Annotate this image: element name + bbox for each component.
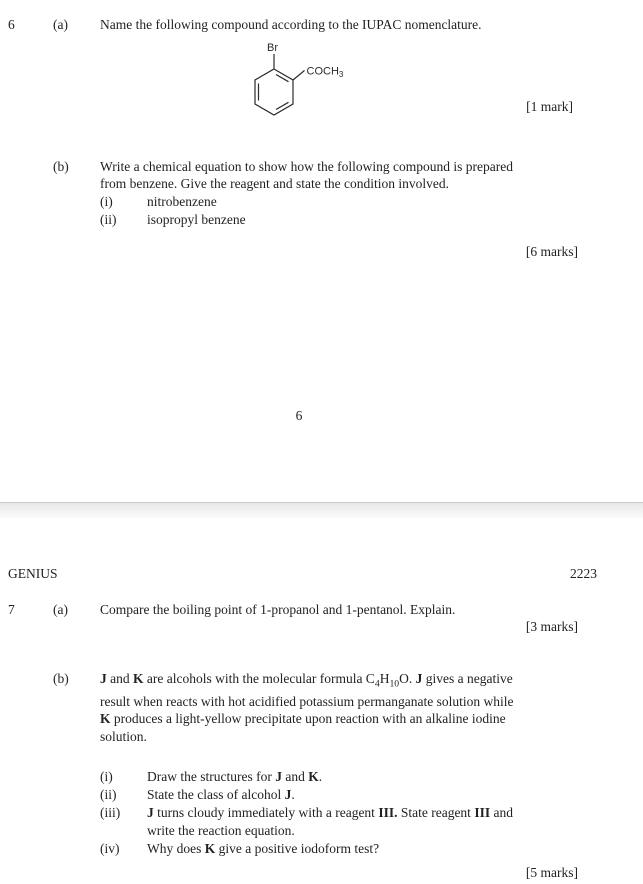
header-right-code: 2223 bbox=[570, 566, 597, 581]
list-item bbox=[100, 804, 643, 840]
marks-5-marks: [5 marks] bbox=[525, 864, 578, 880]
header-left-genius: GENIUS bbox=[8, 566, 58, 581]
question-6b-text: Write a chemical equation to show how the following compound is prepared from benzene. Give the reagent and state the condition involved. bbox=[100, 158, 513, 191]
part-b-label: (b) bbox=[53, 158, 69, 174]
question-6a-text: Name the following compound according to the IUPAC nomenclature. bbox=[100, 17, 482, 32]
item-iv-marker: (iv) bbox=[100, 840, 120, 856]
question-7a-text: Compare the boiling point of 1-propanol and 1-pentanol. Explain. bbox=[100, 601, 456, 617]
item-iii-marker: (iii) bbox=[100, 804, 121, 820]
question-6-number: 6 bbox=[8, 17, 15, 32]
question-6b-row bbox=[0, 158, 643, 193]
coch3-bond bbox=[293, 70, 305, 80]
list-item bbox=[100, 786, 643, 804]
part-b-label: (b) bbox=[53, 670, 69, 686]
double-bond-bottom-right bbox=[276, 102, 289, 109]
list-item bbox=[100, 211, 643, 229]
item-i-text: nitrobenzene bbox=[147, 193, 217, 209]
item-i-text: Draw the structures for J and K. bbox=[147, 768, 323, 784]
br-substituent-label: Br bbox=[267, 41, 278, 54]
list-item bbox=[100, 768, 643, 786]
item-iii-text: J turns cloudy immediately with a reagent III. State reagent III and write the reaction equation. bbox=[147, 804, 513, 838]
compound-structure-area bbox=[0, 34, 643, 158]
page-header bbox=[0, 518, 643, 583]
item-i-marker: (i) bbox=[100, 193, 113, 209]
part-a-label: (a) bbox=[53, 601, 68, 617]
page-number-footer: 6 bbox=[295, 408, 303, 423]
marks-6-marks: [6 marks] bbox=[525, 243, 578, 259]
question-7b-row bbox=[0, 670, 643, 746]
list-item bbox=[100, 840, 643, 858]
double-bond-top-right bbox=[276, 74, 289, 81]
item-ii-text: isopropyl benzene bbox=[147, 211, 246, 227]
question-7b-items bbox=[0, 768, 643, 858]
exam-page-7 bbox=[0, 518, 643, 884]
question-7-number: 7 bbox=[8, 601, 15, 617]
question-6a-row bbox=[0, 0, 643, 34]
question-7b-paragraph: J and K are alcohols with the molecular formula $C_4H_{10}O$. J gives a negative result when reacts with hot acidified potassium permanganate solution while K produces a light-yellow precipitate upon reaction with an alkaline iodine solution. bbox=[100, 670, 514, 744]
marks-3-marks: [3 marks] bbox=[525, 619, 578, 634]
page-break-divider bbox=[0, 502, 643, 518]
item-ii-marker: (ii) bbox=[100, 786, 117, 802]
item-ii-marker: (ii) bbox=[100, 211, 117, 227]
part-a-label: (a) bbox=[53, 17, 68, 32]
question-6b-items bbox=[0, 193, 643, 229]
item-ii-text: State the class of alcohol J. bbox=[147, 786, 295, 802]
benzene-structure-diagram bbox=[240, 37, 370, 129]
question-7a-row bbox=[0, 601, 643, 619]
marks-1-mark: [1 mark] bbox=[526, 98, 573, 114]
item-iv-text: Why does K give a positive iodoform test? bbox=[147, 840, 380, 856]
item-i-marker: (i) bbox=[100, 768, 113, 784]
coch3-substituent-label: $COCH_3$ bbox=[306, 65, 344, 79]
benzene-ring bbox=[255, 69, 293, 115]
list-item bbox=[100, 193, 643, 211]
